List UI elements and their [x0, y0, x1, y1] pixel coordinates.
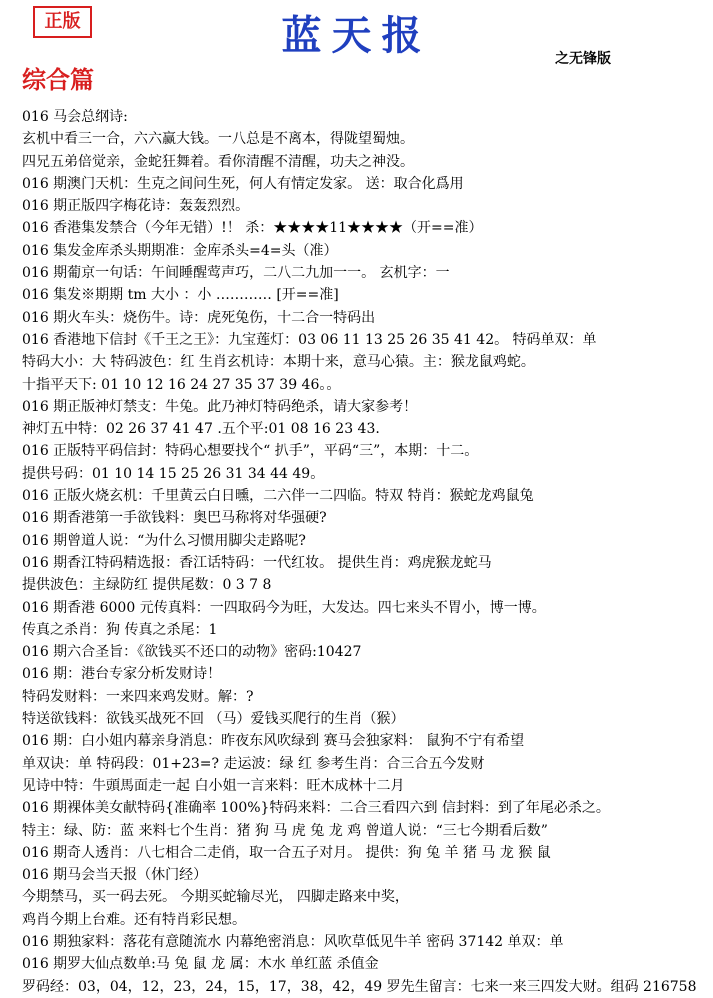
content-line: 016 期澳门天机：生克之间问生死，何人有情定发家。 送：取合化爲用 — [22, 175, 464, 192]
content-line: 016 期：白小姐内幕亲身消息：昨夜东风吹绿到 赛马会独家料： 鼠狗不宁有希望 — [22, 733, 525, 750]
edition-badge: 正版 — [33, 6, 92, 38]
content-line: 传真之杀肖：狗 传真之杀尾：1 — [22, 621, 218, 638]
content-line: 016 正版火烧玄机：千里黄云白日曛，二六伴一二四临。特双 特肖：猴蛇龙鸡鼠兔 — [22, 488, 534, 505]
content-line: 016 集发※期期 tm 大小 ：小 ………… [开==准] — [22, 287, 339, 304]
content-lines — [22, 106, 712, 998]
content-line: 016 期正版神灯禁支：牛兔。此乃神灯特码绝杀，请大家参考！ — [22, 398, 418, 415]
content-line: 016 期：港台专家分析发财诗！ — [22, 666, 222, 683]
content-line: 见诗中特：牛頭馬面走一起 白小姐一言来料：旺木成林十二月 — [22, 777, 405, 794]
edition-label: 之无锋版 — [555, 51, 611, 67]
content-line: 单双诀：单 特码段：01+23=? 走运波：绿 红 参考生肖：合三合五今发财 — [22, 755, 485, 772]
content-line: 016 期正版四字梅花诗：轰轰烈烈。 — [22, 198, 250, 215]
content-line: 特送欲钱料：欲钱买战死不回 （马）爱钱买爬行的生肖（猴） — [22, 711, 405, 728]
content-line: 016 期裸体美女献特码{准确率 100%}特码来料：二合三看四六到 信封料：到了年尾必杀之。 — [22, 800, 610, 817]
content-line: 特码大小：大 特码波色：红 生肖玄机诗：本期十来，意马心猿。主：猴龙鼠鸡蛇。 — [22, 354, 535, 371]
content-line: 十指平天下: 01 10 12 16 24 27 35 37 39 46。。 — [22, 376, 341, 393]
page-title: 蓝天报 — [281, 12, 432, 59]
content-line: 今期禁马，买一码去死。 今期买蛇输尽光， 四脚走路来中奖， — [22, 889, 409, 906]
content-line: 神灯五中特：02 26 37 41 47 .五个平:01 08 16 23 43. — [22, 421, 380, 438]
content-line: 016 期曾道人说：“为什么习惯用脚尖走路呢? — [22, 532, 306, 549]
content-line: 016 期葡京一句话：午间睡醒莺声巧，二八二九加一一。 玄机字：一 — [22, 265, 450, 282]
content-line: 016 期火车头：烧伤牛。诗：虎死兔伤，十二合一特码出 — [22, 309, 376, 326]
content-line: 特主：绿、防：蓝 来料七个生肖：猪 狗 马 虎 兔 龙 鸡 曾道人说：“三七今期看后数” — [22, 822, 548, 839]
content-line: 玄机中看三一合，六六赢大钱。一八总是不离本，得陇望蜀烛。 — [22, 131, 414, 148]
content-line: 016 期六合圣旨：《欲钱买不还口的动物》密码:10427 — [22, 644, 362, 661]
content-line: 特码发财料：一来四来鸡发财。解：? — [22, 688, 254, 705]
content-line: 016 香港集发禁合（今年无错）!！ 杀：★★★★11★★★★（开==准） — [22, 220, 483, 237]
content-line: 016 期罗大仙点数单:马 兔 鼠 龙 属：木水 单红蓝 杀值金 — [22, 956, 379, 973]
content-line: 016 期香港 6000 元传真料：一四取码今为旺，大发达。四七来头不胃小，博一博。 — [22, 599, 546, 616]
content-line: 016 期独家料：落花有意随流水 内幕绝密消息：风吹草低见牛羊 密码 37142 单双：单 — [22, 933, 564, 950]
content-line: 提供号码：01 10 14 15 25 26 31 34 44 49。 — [22, 465, 325, 482]
content-line: 016 正版特平码信封：特码心想要找个“ 扒手”，平码“三”，本期：十二。 — [22, 443, 479, 460]
content-line: 016 期香江特码精选报：香江话特码：一代红妆。 提供生肖：鸡虎猴龙蛇马 — [22, 554, 492, 571]
content-line: 罗码经：03，04，12，23，24，15，17，38，42，49 罗先生留言：七来一来三四发大财。组码 216758 — [22, 978, 697, 995]
content-line: 鸡肖今期上台难。还有特肖彩民想。 — [22, 911, 246, 928]
content-line: 016 集发金库杀头期期准：金库杀头=4=头（准） — [22, 242, 338, 259]
content-line: 016 马会总纲诗: — [22, 109, 128, 125]
content-line: 016 香港地下信封《千王之王》：九宝莲灯：03 06 11 13 25 26 35 41 42。 特码单双：单 — [22, 331, 597, 348]
content-line: 016 期香港第一手欲钱料：奥巴马称将对华强硬? — [22, 510, 327, 527]
section-heading: 综合篇 — [22, 66, 94, 94]
content-line: 四兄五弟倍觉亲，金蛇狂舞着。看你清醒不清醒，功夫之神没。 — [22, 153, 414, 170]
content-line: 提供波色：主绿防红 提供尾数：0 3 7 8 — [22, 577, 272, 594]
content-line: 016 期马会当天报（休门经） — [22, 867, 208, 884]
content-line: 016 期奇人透肖：八七相合二走俏，取一合五子对月。 提供：狗 兔 羊 猪 马 龙 猴 鼠 — [22, 844, 551, 861]
